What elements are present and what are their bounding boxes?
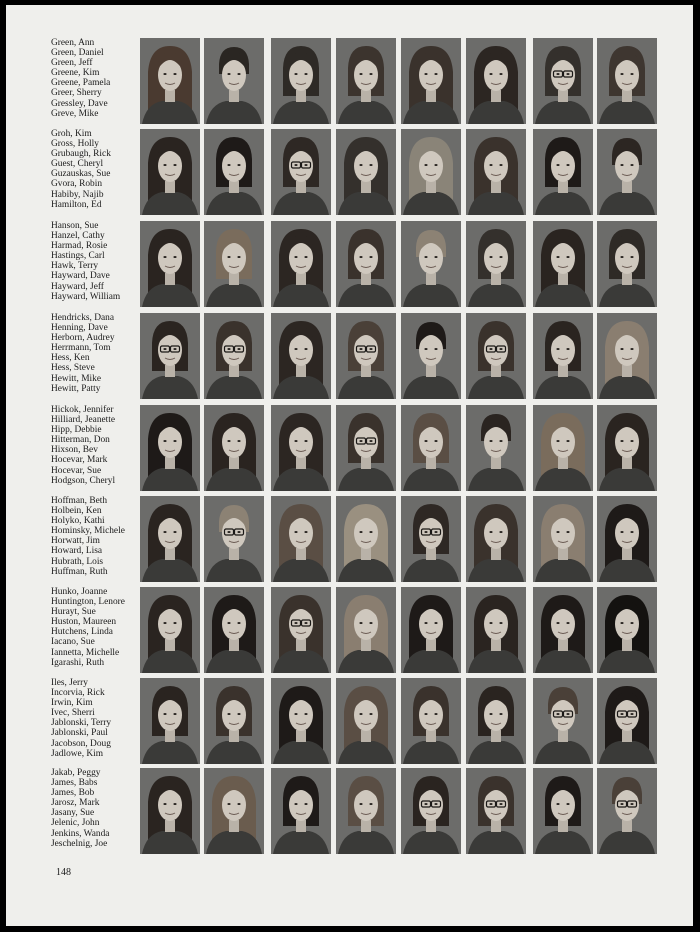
student-portrait (204, 678, 264, 764)
portrait-row (6, 678, 693, 764)
student-name: Iannetta, Michelle (51, 647, 120, 658)
student-portrait (597, 496, 657, 582)
student-name: Hocevar, Mark (51, 455, 108, 466)
student-name: Jeschelnig, Joe (51, 838, 108, 849)
student-name: Green, Ann (51, 38, 95, 48)
student-name: Green, Daniel (51, 48, 104, 59)
student-name: Hipp, Debbie (51, 425, 102, 436)
student-name: Greer, Sherry (51, 88, 102, 99)
student-portrait (533, 221, 593, 307)
student-name: Hickok, Jennifer (51, 405, 114, 415)
student-portrait (533, 678, 593, 764)
student-portrait (533, 496, 593, 582)
student-name: Gross, Holly (51, 139, 99, 150)
name-list (51, 678, 143, 759)
student-portrait (533, 129, 593, 215)
student-name: Jelenic, John (51, 818, 100, 829)
student-name: Hamilton, Ed (51, 199, 102, 210)
student-portrait (271, 587, 331, 673)
student-portrait (336, 587, 396, 673)
student-name: Herborn, Audrey (51, 333, 115, 344)
student-portrait (336, 496, 396, 582)
student-portrait (466, 129, 526, 215)
student-portrait (271, 313, 331, 399)
student-portrait (336, 129, 396, 215)
student-name: Jablonski, Paul (51, 728, 108, 739)
student-portrait (271, 768, 331, 854)
student-portrait (336, 221, 396, 307)
student-portrait (466, 496, 526, 582)
student-name: Hilliard, Jeanette (51, 415, 116, 426)
student-name: James, Bob (51, 788, 95, 799)
student-name: Holyko, Kathi (51, 516, 105, 527)
student-name: Holbein, Ken (51, 506, 102, 517)
student-name: Harmad, Rosie (51, 241, 108, 252)
student-name: Guzauskas, Sue (51, 169, 111, 180)
student-portrait (204, 221, 264, 307)
student-portrait (466, 587, 526, 673)
student-portrait (597, 129, 657, 215)
student-name: Hayward, Jeff (51, 281, 104, 292)
student-name: Igarashi, Ruth (51, 657, 105, 668)
portrait-row (6, 129, 693, 215)
student-name: Hubrath, Lois (51, 556, 104, 567)
portrait-row (6, 768, 693, 854)
student-portrait (204, 129, 264, 215)
student-portrait (597, 587, 657, 673)
student-portrait (271, 38, 331, 124)
student-portrait (140, 129, 200, 215)
student-name: Gvora, Robin (51, 179, 103, 190)
student-name: Hunko, Joanne (51, 587, 108, 597)
student-portrait (533, 405, 593, 491)
student-portrait (533, 768, 593, 854)
name-list (51, 221, 143, 302)
student-portrait (271, 405, 331, 491)
student-portrait (597, 405, 657, 491)
student-name: Hastings, Carl (51, 251, 105, 262)
student-portrait (140, 496, 200, 582)
name-list (51, 313, 143, 394)
student-portrait (140, 313, 200, 399)
name-list (51, 38, 143, 119)
student-name: Jacobson, Doug (51, 738, 111, 749)
page-sheet (6, 5, 693, 926)
student-name: Hutchens, Linda (51, 627, 113, 638)
student-portrait (466, 405, 526, 491)
student-portrait (401, 496, 461, 582)
student-name: Hitterman, Don (51, 435, 110, 446)
student-name: Hocevar, Sue (51, 465, 102, 476)
student-name: Green, Jeff (51, 58, 93, 69)
student-name: Hodgson, Cheryl (51, 475, 116, 486)
student-portrait (597, 678, 657, 764)
student-portrait (533, 313, 593, 399)
student-name: Hayward, William (51, 291, 121, 302)
portrait-row (6, 38, 693, 124)
student-portrait (271, 496, 331, 582)
student-portrait (533, 38, 593, 124)
student-portrait (401, 678, 461, 764)
name-list (51, 496, 143, 577)
student-portrait (597, 38, 657, 124)
student-name: Hendricks, Dana (51, 313, 114, 323)
student-name: Irwin, Kim (51, 698, 93, 709)
name-list (51, 405, 143, 486)
student-name: James, Babs (51, 778, 98, 789)
student-portrait (271, 129, 331, 215)
student-portrait (466, 768, 526, 854)
student-portrait (204, 768, 264, 854)
student-portrait (401, 587, 461, 673)
student-portrait (336, 313, 396, 399)
student-name: Hanzel, Cathy (51, 231, 105, 242)
student-name: Hayward, Dave (51, 271, 110, 282)
page-number: 148 (56, 867, 71, 878)
student-portrait (204, 313, 264, 399)
student-portrait (401, 768, 461, 854)
student-portrait (401, 405, 461, 491)
student-name: Jablonski, Terry (51, 718, 112, 729)
student-portrait (140, 678, 200, 764)
student-portrait (140, 38, 200, 124)
student-portrait (336, 678, 396, 764)
student-name: Hewitt, Patty (51, 383, 101, 394)
student-name: Iles, Jerry (51, 678, 88, 688)
name-list (51, 129, 143, 210)
student-portrait (466, 38, 526, 124)
student-portrait (140, 405, 200, 491)
portrait-row (6, 313, 693, 399)
student-portrait (204, 405, 264, 491)
student-name: Incorvia, Rick (51, 688, 105, 699)
student-portrait (401, 38, 461, 124)
portrait-row (6, 587, 693, 673)
student-name: Habiby, Najib (51, 189, 104, 200)
student-portrait (401, 221, 461, 307)
student-portrait (204, 587, 264, 673)
student-name: Herrmann, Tom (51, 343, 111, 354)
portrait-row (6, 496, 693, 582)
student-name: Groh, Kim (51, 129, 92, 139)
student-portrait (271, 221, 331, 307)
student-name: Jarosz, Mark (51, 798, 100, 809)
student-name: Greene, Kim (51, 68, 100, 79)
student-portrait (466, 678, 526, 764)
student-name: Huntington, Lenore (51, 597, 125, 608)
student-name: Hawk, Terry (51, 261, 99, 272)
student-name: Grubaugh, Rick (51, 149, 111, 160)
student-name: Jakab, Peggy (51, 768, 101, 778)
student-name: Greve, Mike (51, 108, 99, 119)
portrait-row (6, 405, 693, 491)
student-portrait (597, 313, 657, 399)
student-name: Ivec, Sherri (51, 708, 95, 719)
portrait-row (6, 221, 693, 307)
student-portrait (533, 587, 593, 673)
name-list (51, 587, 143, 668)
student-name: Huston, Maureen (51, 617, 117, 628)
student-portrait (401, 313, 461, 399)
student-name: Jenkins, Wanda (51, 828, 110, 839)
student-portrait (271, 678, 331, 764)
student-name: Jasany, Sue (51, 808, 95, 819)
student-name: Howard, Lisa (51, 546, 103, 557)
student-portrait (597, 221, 657, 307)
student-portrait (140, 768, 200, 854)
student-portrait (466, 313, 526, 399)
student-name: Hess, Steve (51, 363, 95, 374)
student-portrait (140, 221, 200, 307)
student-name: Hominsky, Michele (51, 526, 125, 537)
student-portrait (336, 768, 396, 854)
student-portrait (336, 38, 396, 124)
student-name: Hanson, Sue (51, 221, 99, 231)
student-portrait (401, 129, 461, 215)
student-portrait (336, 405, 396, 491)
name-list (51, 768, 143, 849)
student-name: Greene, Pamela (51, 78, 111, 89)
student-name: Hixson, Bev (51, 445, 98, 456)
student-name: Iacano, Sue (51, 637, 95, 648)
student-portrait (204, 38, 264, 124)
student-portrait (204, 496, 264, 582)
student-portrait (597, 768, 657, 854)
student-name: Huffman, Ruth (51, 566, 108, 577)
student-name: Henning, Dave (51, 323, 108, 334)
student-portrait (140, 587, 200, 673)
student-name: Guest, Cheryl (51, 159, 104, 170)
student-name: Jadlowe, Kim (51, 748, 104, 759)
student-name: Hoffman, Beth (51, 496, 108, 506)
student-name: Hewitt, Mike (51, 373, 101, 384)
student-name: Hurayt, Sue (51, 607, 96, 618)
student-name: Gressley, Dave (51, 98, 108, 109)
student-name: Horwatt, Jim (51, 536, 100, 547)
student-portrait (466, 221, 526, 307)
student-name: Hess, Ken (51, 353, 90, 364)
